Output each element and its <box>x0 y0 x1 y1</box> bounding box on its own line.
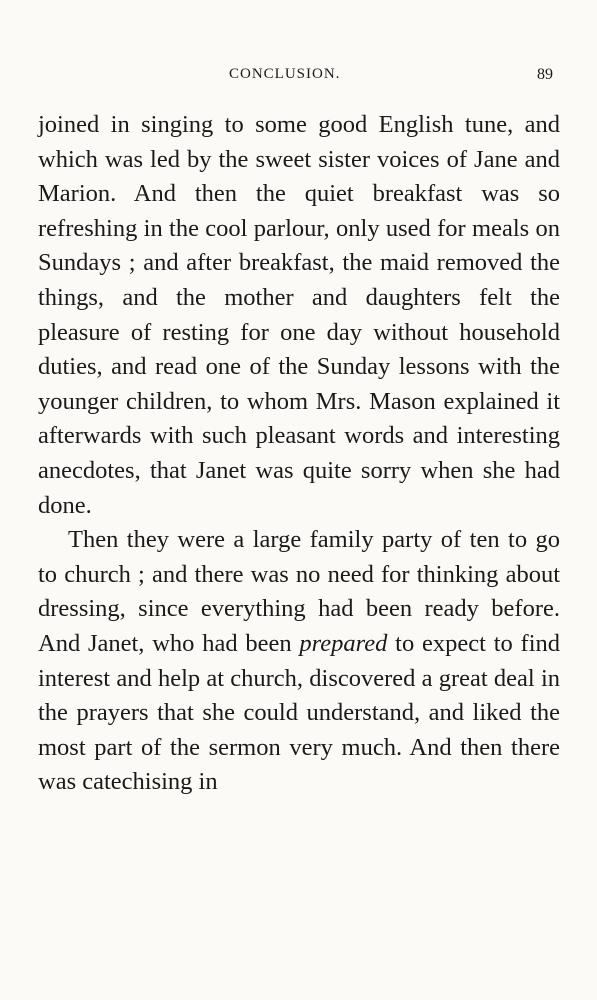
text-line: Then they were a large family party of <box>68 526 462 554</box>
text-line: and which was led by the sweet sister voices <box>38 111 560 173</box>
text-line: to expect to find interest <box>38 629 561 692</box>
paragraph-1 <box>38 108 560 523</box>
text-line: Mason explained it afterwards with such <box>38 387 561 450</box>
text-line: had been ready before. And Janet, who <box>38 595 560 657</box>
text-line: of Jane and Marion. And then the quiet <box>38 145 560 208</box>
text-line: with the younger children, to whom Mrs. <box>38 353 560 415</box>
text-line: much. And then there was catechising in <box>38 733 560 796</box>
text-line: breakfast, the maid removed the things, and <box>38 249 560 311</box>
text-line: only used for meals on Sundays ; and after <box>38 214 560 277</box>
text-line: had been <box>202 629 300 657</box>
page-header <box>0 66 597 90</box>
emphasized-word: prepared <box>299 629 388 657</box>
body-text <box>38 108 560 800</box>
text-line: that Janet was quite sorry when she had <box>149 456 561 484</box>
text-line: of resting for one day without household <box>130 318 560 346</box>
page-number: 89 <box>537 66 553 83</box>
running-title: CONCLUSION. <box>229 66 341 82</box>
text-line: for thinking about dressing, since everything <box>38 560 561 623</box>
text-line: done. <box>38 491 92 519</box>
text-line: breakfast was so refreshing in the cool parlour, <box>38 180 560 242</box>
text-line: joined in singing to some good English tune, <box>38 111 514 138</box>
text-line: and help at church, discovered a great deal <box>116 664 535 692</box>
text-line: in the prayers that she could understand, <box>38 664 561 727</box>
paragraph-2 <box>38 523 560 800</box>
text-line: the mother and daughters felt the pleasure <box>38 283 561 346</box>
text-line: pleasant words and interesting anecdotes, <box>38 422 560 484</box>
text-line: and liked the most part of the sermon very <box>38 699 561 761</box>
text-line: ten to go to church ; and there was no need <box>38 526 560 588</box>
text-line: duties, and read one of the Sunday lessons <box>38 353 470 381</box>
